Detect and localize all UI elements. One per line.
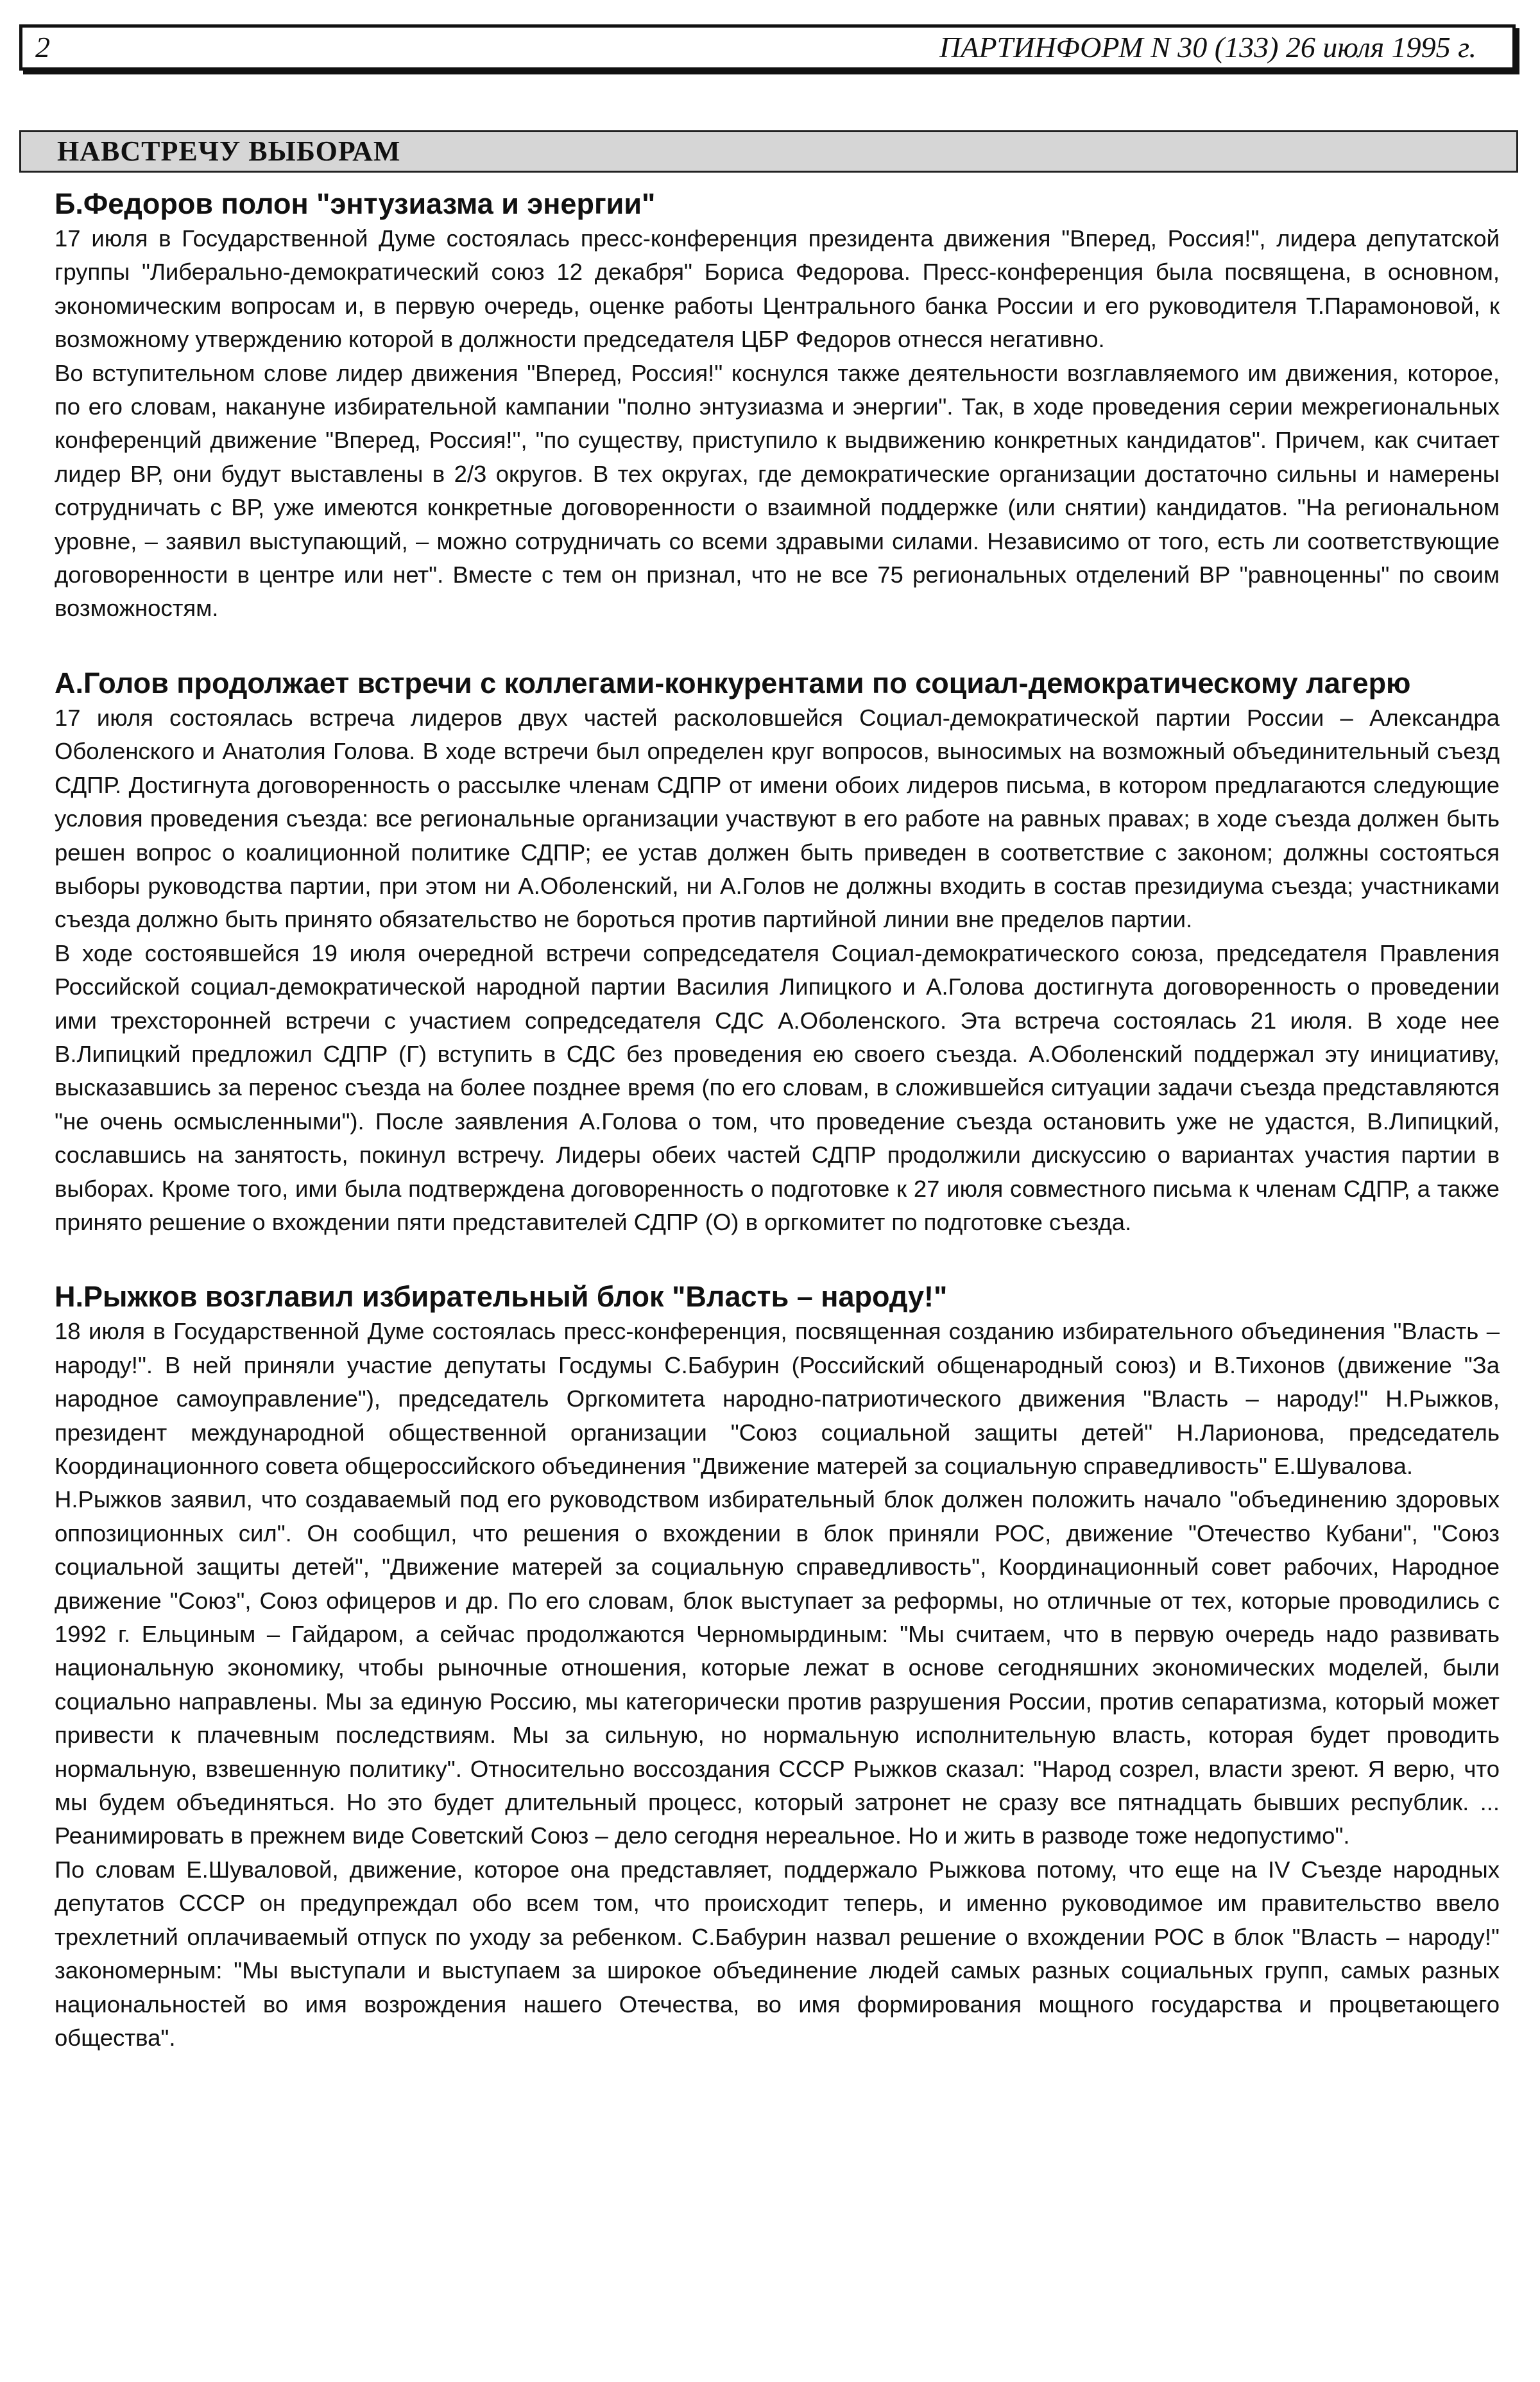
article-golov [55,665,1500,1240]
articles-column [55,186,1500,2055]
article-ryzhkov [55,1279,1500,2055]
article-paragraph: В ходе состоявшейся 19 июля очередной встречи сопредседателя Социал-демократического союза, председателя Правления Российской социал-демократической народной партии Василия Липицкого и А.Голова достигнута договоренность о проведении ими трехсторонней встречи с участием сопредседателя СДС А.Оболенского. Эта встреча состоялась 21 июля. В ходе нее В.Липицкий предложил СДПР (Г) вступить в СДС без проведения ею своего съезда. А.Оболенский поддержал эту инициативу, высказавшись за перенос съезда на более позднее время (по его словам, в сложившейся ситуации задачи съезда представляются "не очень осмысленными"). После заявления А.Голова о том, что проведение съезда остановить уже не удастся, В.Липицкий, сославшись на занятость, покинул встречу. Лидеры обеих частей СДПР продолжили дискуссию о вариантах участия партии в выборах. Кроме того, ими была подтверждена договоренность о подготовке к 27 июля совместного письма к членам СДПР, а также принято решение о вхождении пяти представителей СДПР (О) в оргкомитет по подготовке съезда. [55,939,1500,1235]
article-paragraph: 17 июля в Государственной Думе состоялась пресс-конференция президента движения "Вперед, Россия!", лидера депутатской группы "Либерально-демократический союз 12 декабря" Бориса Федорова. Пресс-конференция была посвящена, в основном, экономическим вопросам и, в первую очередь, оценке работы Центрального банка России и его руководителя Т.Парамоновой, к возможному утверждению которой в должности председателя ЦБР Федоров отнесся негативно. [55,225,1500,353]
page-header [19,24,1516,71]
article-paragraph: Во вступительном слове лидер движения "Вперед, Россия!" коснулся также деятельности возглавляемого им движения, которое, по его словам, накануне избирательной кампании "полно энтузиазма и энергии". Так, в ходе проведения серии межрегиональных конференций движение "Вперед, Россия!", "по существу, приступило к выдвижению конкретных кандидатов". Причем, как считает лидер ВР, они будут выставлены в 2/3 округов. В тех округах, где демократические организации достаточно сильны и намерены сотрудничать с ВР, уже имеются конкретные договоренности о взаимной поддержке (или снятии) кандидатов. "На региональном уровне, – заявил выступающий, – можно сотрудничать со всеми здравыми силами. Независимо от того, есть ли соответствующие договоренности в центре или нет". Вместе с тем он признал, что не все 75 региональных отделений ВР "равноценны" по своим возможностям. [55,359,1500,622]
article-paragraph: 18 июля в Государственной Думе состоялась пресс-конференция, посвященная созданию избирательного объединения "Власть – народу!". В ней приняли участие депутаты Госдумы С.Бабурин (Российский общенародный союз) и В.Тихонов (движение "За народное самоуправление"), председатель Оргкомитета народно-патриотического движения "Власть – народу!" Н.Рыжков, президент международной общественной организации "Союз социальной защиты детей" Н.Ларионова, председатель Координационного совета общероссийского объединения "Движение матерей за социальную справедливость" Е.Шувалова. [55,1318,1500,1479]
issue-info: ПАРТИНФОРМ N 30 (133) 26 июля 1995 г. [939,31,1476,64]
section-title: НАВСТРЕЧУ ВЫБОРАМ [57,135,401,167]
article-title: Н.Рыжков возглавил избирательный блок "Власть – народу!" [55,1280,948,1314]
article-paragraph: 17 июля состоялась встреча лидеров двух частей расколовшейся Социал-демократической партии России – Александра Оболенского и Анатолия Голова. В ходе встречи был определен круг вопросов, выносимых на возможный объединительный съезд СДПР. Достигнута договоренность о рассылке членам СДПР от имени обоих лидеров письма, в котором предлагаются следующие условия проведения съезда: все региональные организации участвуют в его работе на равных правах; в ходе съезда должен быть решен вопрос о коалиционной политике СДПР; ее устав должен быть приведен в соответствие с законом; должны состояться выборы руководства партии, при этом ни А.Оболенский, ни А.Голов не должны входить в состав президиума съезда; участниками съезда должно быть принято обязательство не бороться против партийной линии вне пределов партии. [55,704,1500,933]
article-paragraph: По словам Е.Шуваловой, движение, которое она представляет, поддержало Рыжкова потому, что еще на IV Съезде народных депутатов СССР он предупреждал обо всем том, что происходит теперь, и именно руководимое им правительство ввело трехлетний оплачиваемый отпуск по уходу за ребенком. С.Бабурин назвал решение о вхождении РОС в блок "Власть – народу!" закономерным: "Мы выступали и выступаем за широкое объединение людей самых разных социальных групп, самых разных национальностей во имя возрождения нашего Отечества, во имя формирования мощного государства и процветающего общества". [55,1856,1500,2051]
article-paragraph: Н.Рыжков заявил, что создаваемый под его руководством избирательный блок должен положить начало "объединению здоровых оппозиционных сил". Он сообщил, что решения о вхождении в блок приняли РОС, движение "Отечество Кубани", "Союз социальной защиты детей", "Движение матерей за социальную справедливость", Координационный совет рабочих, Народное движение "Союз", Союз офицеров и др. По его словам, блок выступает за реформы, но отличные от тех, которые проводились с 1992 г. Ельциным – Гайдаром, а сейчас продолжаются Черномырдиным: "Мы считаем, что в первую очередь надо развивать национальную экономику, чтобы рыночные отношения, которые лежат в основе сегодняшних экономических моделей, были социально направлены. Мы за единую Россию, мы категорически против разрушения России, против сепаратизма, который может привести к плачевным последствиям. Мы за сильную, но нормальную исполнительную власть, которая будет проводить нормальную, взвешенную политику". Относительно воссоздания СССР Рыжков сказал: "Народ созрел, власти зреют. Я верю, что мы будем объединяться. Но это будет длительный процесс, который затронет не сразу все пятнадцать бывших республик. ... Реанимировать в прежнем виде Советский Союз – дело сегодня нереальное. Но и жить в разводе тоже недопустимо". [55,1486,1500,1849]
section-banner [19,130,1518,173]
article-title: А.Голов продолжает встречи с коллегами-конкурентами по социал-демократическому лагерю [55,666,1411,699]
article-title: Б.Федоров полон "энтузиазма и энергии" [55,187,656,220]
page-number: 2 [35,31,50,64]
article-fedorov [55,186,1500,626]
